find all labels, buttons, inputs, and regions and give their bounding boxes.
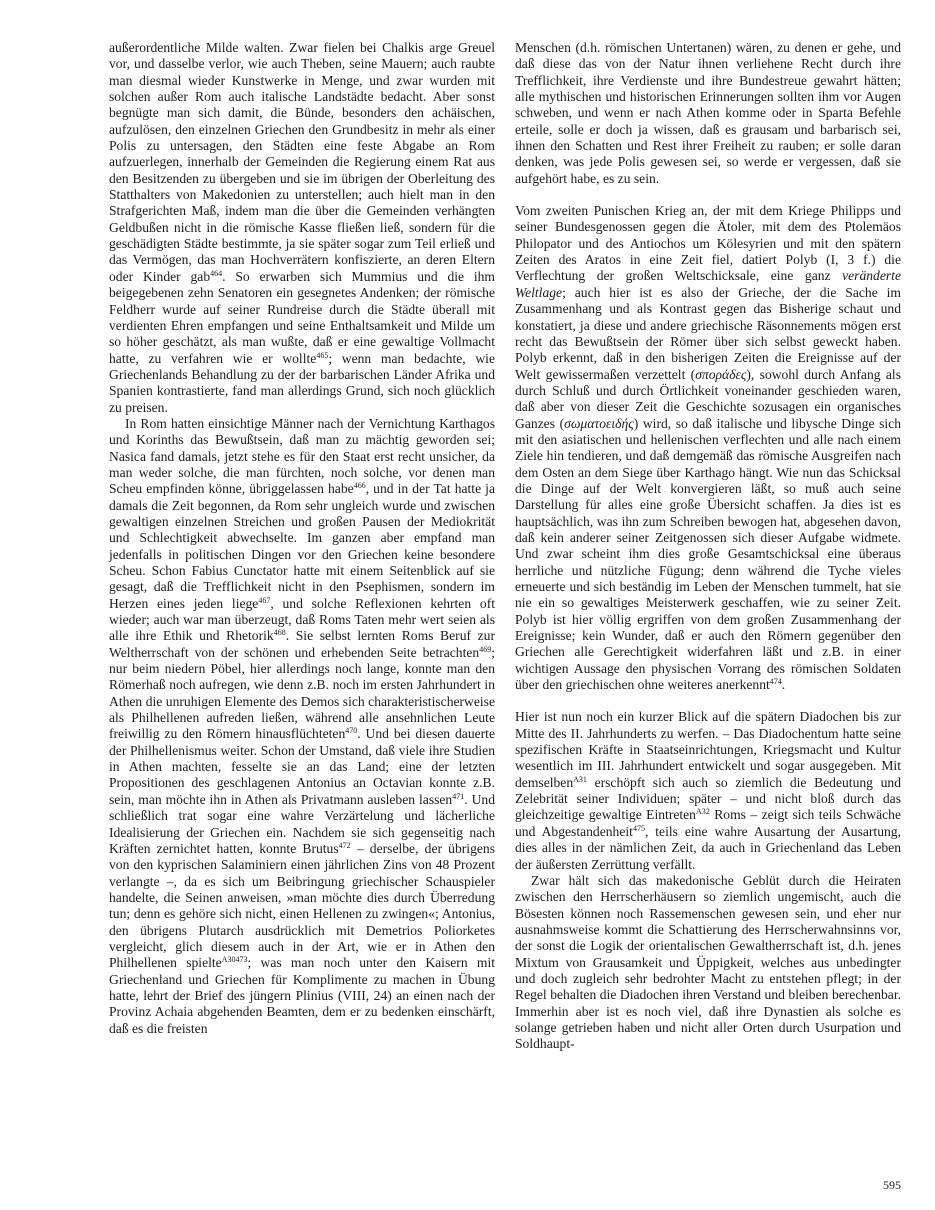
footnote-marker: 464 (210, 268, 223, 278)
paragraph (515, 203, 901, 693)
text-run: ; auch hier ist es also der Grieche, der die Sache im Zusammenhang und als Kontrast gegen das Bisherige schaut und konstatiert, ja diese und andere griechische Räsonnements mögen erst recht das Bewußtsein der Römer über sich selbst geweckt haben. Polyb erkennt, daß in den bisherigen Zeiten die Ereignisse auf der Welt gewissermaßen verzettelt ( (515, 284, 901, 382)
text-run: ), sowohl durch Anfang als durch Schluß und durch Örtlichkeit voneinander geschieden waren, daß aber von dieser Zeit die Geschichte sozusagen ein organisches Ganzes ( (515, 366, 901, 431)
text-run: ; was man noch unter den Kaisern mit Griechenland und Griechen für Komplimente zu machen in Übung hatte, lehrt der Brief des jüngern Plinius (VIII, 24) an einen nach der Provinz Achaia abgehenden Beamten, dem er zu bedenken einschärft, daß es die freisten (109, 955, 495, 1036)
footnote-marker: 465 (316, 350, 329, 360)
text-run: Roms – zeigt sich teils Schwäche und Abgestandenheit (515, 807, 901, 839)
page-number: 595 (883, 1178, 901, 1192)
text-run: . Und bei diesen dauerte der Philhellenismus weiter. Schon der Umstand, daß viele ihre Studien in Athen machten, fesselte sie an das Land; eine der letzten Propositionen des geschlagenen Antonius an Octavian konnte z.B. sein, man möchte ihn in Athen als Privatmann ausleben lassen (109, 726, 495, 807)
text-run: . Sie selbst lernten Roms Beruf zur Weltherrschaft von der schönen und erhebenden Seite betrachten (109, 628, 496, 660)
text-run: , teils eine wahre Ausartung der Ausartung, dies alles in der nämlichen Zeit, da auch in Griechenland das Leben der äußersten Zerrüttung verfällt. (515, 823, 901, 872)
footnote-marker: 471 (452, 791, 465, 801)
paragraph (109, 416, 495, 1037)
footnote-marker: 470 (345, 726, 358, 736)
emphasis-text: veränderte Weltlage (515, 268, 901, 300)
text-run: ) wird, so daß italische und libysche Dinge sich mit den asiatischen und hellenischen verflechten und alle nach einem Ziele hin tendieren, und daß demgemäß das römische Ausgreifen nach dem Osten an dem Siege über Karthago hängt. Wie nun das Schicksal die Dinge auf der Welt konvergieren läßt, so muß auch seine Darstellung für alles eine große Übersicht schaffen. Ja dies ist es hauptsächlich, was ihn zum Schreiben bewogen hat, abgesehen davon, daß kein anderer seiner Zeitgenossen sich dieser Aufgabe widmete. Und zwar scheint ihm dies große Gesamtschicksal eine überaus herrliche und nützliche Fügung; denn während die Tyche vieles erneuerte und sich beständig im Leben der Menschen tummelt, hat sie nie ein so gewaltiges Meisterwerk geschaffen, wie zu seiner Zeit. Polyb ist hier völlig ergriffen von dem großen Zusammenhang der Ereignisse; kein Wunder, daß er auch den Römern gegenüber den Griechen alle Gerechtigkeit widerfahren läßt und z.B. in einer wichtigen Aussage den physischen Vorrang des römischen Soldaten über den griechischen ohne weiteres anerkennt (515, 415, 901, 693)
paragraph (109, 40, 495, 416)
text-run: Menschen (d.h. römischen Untertanen) wären, zu denen er gehe, und daß diese das von der Natur ihnen verliehene Recht durch ihre Trefflichkeit, ihre Verdienste und ihre Bundestreue gewahrt hätten; alle mythischen und historischen Erinnerungen sollten ihm vor Augen schweben, und wenn er nach Athen komme oder in Sparta Befehle erteile, solle er doch ja wissen, daß es grausam und barbarisch sei, ihnen den Schatten und Rest ihrer Freiheit zu rauben; er solle daran denken, was jede Polis gewesen sei, so werde er vergessen, daß sie aufgehört habe, es zu sein. (515, 40, 901, 186)
text-run: ; wenn man bedachte, wie Griechenlands Behandlung zu der der barbarischen Länder Afrika und Spanien kontrastierte, fand man allerdings Grund, sich noch glücklich zu preisen. (109, 350, 495, 415)
text-run: , und in der Tat hatte ja damals die Zeit begonnen, da Rom sehr ungleich wurde und zwischen gewaltigen einzelnen Streichen und großen Pausen der Mediokrität und Schlechtigkeit abwechselte. Im ganzen aber empfand man jedenfalls in politischen Dingen vor den Griechen keine besondere Scheu. Schon Fabius Cunctator hatte mit einem Seitenblick auf sie gesagt, daß die Trefflichkeit nicht in den Psephismen, sondern im Herzen eines jeden liege (109, 481, 495, 611)
left-column (109, 40, 495, 1037)
text-run: – derselbe, der übrigens von den kyprischen Salaminiern einen jährlichen Zins von 48 Prozent verlangte –, da es sich um Beibringung griechischer Schauspieler handelte, die Seinen anweisen, »man möchte dies durch Überredung tun; denn es gehöre sich nicht, einen Hellenen zu zwingen«; Antonius, den übrigens Plutarch ausdrücklich mit Demetrios Poliorketes vergleicht, glich diesem auch in der Art, wie er in Athen den Philhellenen spielte (109, 840, 495, 971)
text-run: In Rom hatten einsichtige Männer nach der Vernichtung Karthagos und Korinths das Bewußtsein, daß man zu mächtig geworden sei; Nasica fand damals, jetzt stehe es für den Staat erst recht unsicher, da man weder solche, die man fürchten, noch solche, vor denen man Scheu empfinden könne, übriggelassen habe (109, 415, 495, 497)
paragraph (515, 873, 901, 1053)
text-run: . So erwarben sich Mummius und die ihm beigegebenen zehn Senatoren ein gesegnetes Andenken; der römische Feldherr wurde auf seiner Rundreise durch die Städte überall mit verdienten Ehren empfangen und seine Enthaltsamkeit und Milde um so höher geschätzt, als man wußte, daß er eine gewaltige Vollmacht hatte, zu verfahren wie er wollte (109, 268, 495, 366)
footnote-marker: A30473 (221, 955, 248, 965)
footnote-marker: 466 (353, 481, 366, 491)
text-run: , und solche Reflexionen kehrten oft wieder; auch war man überzeugt, daß Roms Taten mehr wert seien als alle ihre Ethik und Rhetorik (109, 595, 495, 644)
text-run: außerordentliche Milde walten. Zwar fielen bei Chalkis arge Greuel vor, und dasselbe verlor, wie auch Theben, seine Mauern; auch raubte man diesmal wieder Kunstwerke in Menge, und zwar wurden mit solchen außer Rom auch italische Landstädte bedacht. Aber sonst begnügte man sich damit, die Bünde, besonders den achäischen, aufzulösen, den einzelnen Griechen den Grundbesitz in mehr als einer Polis zu untersagen, den Städten eine feste Abgabe an Rom aufzuerlegen, innerhalb der Gemeinden die Regierung einem Rat aus den Besitzenden zu übergeben und sie im übrigen der Oberleitung des Statthalters von Makedonien zu unterstellen; auch hielt man in den Strafgerichten Maß, indem man die über die Gemeinden verhängten Geldbußen nicht in die römische Kasse fließen ließ, sondern für die geschädigten Städte bestimmte, ja sie später sogar zum Teil erließ und das Vermögen, das man Hochverrätern konfiszierte, an deren Eltern oder Kinder gab (109, 40, 495, 284)
footnote-marker: 474 (769, 677, 782, 687)
emphasis-text: σωματοειδής (564, 415, 634, 431)
text-run: Vom zweiten Punischen Krieg an, der mit dem Kriege Philipps und seiner Bundesgenossen gegen die Ätoler, mit dem des Ptolemäos Philopator und des Antiochos um Kölesyrien und mit den spätern Zeiten des Aratos in eine Zeit fiel, datiert Polyb (I, 3 f.) die Verflechtung der großen Weltschicksale, eine ganz (515, 203, 901, 284)
right-column (515, 40, 901, 1053)
emphasis-text: σποράδες (695, 366, 747, 382)
text-run: ; nur beim niedern Pöbel, hier allerdings noch lange, konnte man den Römerhaß noch aufregen, wie denn z.B. noch im ersten Jahrhundert in Athen die unruhigen Elemente des Demos sich charakteristischerweise als Philhellenen aufreden ließen, während alle ansehnlichen Leute freiwillig zu den Römern hinausflüchteten (109, 644, 495, 742)
paragraph (515, 709, 901, 872)
text-run: Zwar hält sich das makedonische Geblüt durch die Heiraten zwischen den Herrscherhäusern so ziemlich ungemischt, auch die Bösesten können noch Rassemenschen gewesen sein, und eher nur ausnahmsweise kommt die Schattierung des Herrscherwahnsinns vor, der sonst die Logik der orientalischen Gewaltherrschaft ist, d.h. jenes Mixtum von Grausamkeit und Üppigkeit, welches aus unbedingter und doch zugleich sehr bedrohter Macht zu entstehen pflegt; in der Regel behalten die Diadochen ihren Verstand und bleiben berechenbar. Immerhin aber ist es noch viel, daß ihre Dynastien als solche es solange getrieben haben und nicht aller Orten durch Usurpation und Soldhaupt- (515, 872, 901, 1052)
footnote-marker: 467 (258, 595, 271, 605)
footnote-marker: 472 (338, 840, 351, 850)
footnote-marker: 469 (479, 644, 492, 654)
paragraph (515, 40, 901, 187)
text-run: . Und schließlich trat sogar eine wahre Verzärtelung und lächerliche Idealisierung der Griechen ein. Nachdem sie sich gegenseitig nach Kräften zernichtet hatten, konnte Brutus (109, 791, 495, 856)
footnote-marker: A32 (695, 807, 710, 817)
footnote-marker: 475 (632, 823, 645, 833)
text-run: erschöpft sich auch so ziemlich die Bedeutung und Zelebrität seiner Individuen; später – und nicht bloß durch das gleichzeitige gewaltige Eintreten (515, 774, 901, 823)
text-run: Hier ist nun noch ein kurzer Blick auf die spätern Diadochen bis zur Mitte des II. Jahrhunderts zu werfen. – Das Diadochentum hatte seine spezifischen Kräfte in Staatseinrichtungen, Kriegsmacht und Kultur wesentlich im III. Jahrhundert entwickelt und sogar ausgegeben. Mit demselben (515, 709, 901, 790)
footnote-marker: A31 (573, 774, 587, 784)
footnote-marker: 468 (273, 628, 286, 638)
text-run: . (781, 677, 786, 693)
